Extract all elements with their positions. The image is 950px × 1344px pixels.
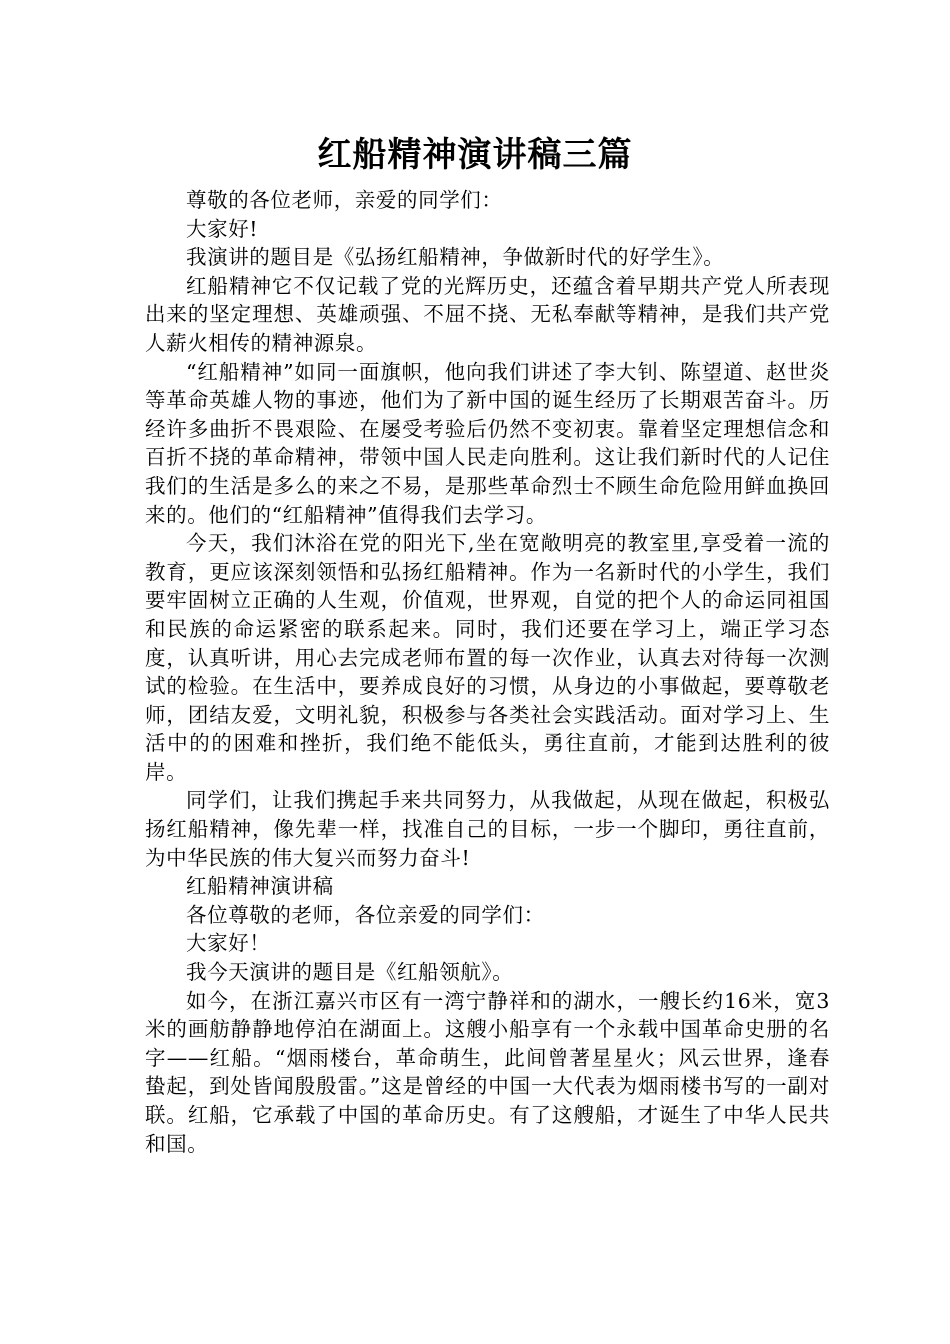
paragraph: 各位尊敬的老师，各位亲爱的同学们： xyxy=(186,902,545,927)
paragraph: “红船精神”如同一面旗帜，他向我们讲述了李大钊、陈望道、赵世炎等革命英雄人物的事迹，他们为了新中国的诞生经历了长期艰苦奋斗。历经许多曲折不畏艰险、在屡受考验后仍然不变初衷。靠着坚定理想信念和百折不挠的革命精神，带领中国人民走向胜利。这让我们新时代的人记住我们的生活是多么的来之不易，是那些革命烈士不顾生命危险用鲜血换回来的。他们的“红船精神”值得我们去学习。 xyxy=(145,359,830,527)
section-heading: 红船精神演讲稿 xyxy=(186,874,334,899)
paragraph: 尊敬的各位老师，亲爱的同学们： xyxy=(186,188,503,212)
paragraph: 我演讲的题目是《弘扬红船精神，争做新时代的好学生》。 xyxy=(186,245,725,270)
paragraph: 红船精神它不仅记载了党的光辉历史，还蕴含着早期共产党人所表现出来的坚定理想、英雄顽强、不屈不挠、无私奉献等精神，是我们共产党人薪火相传的精神源泉。 xyxy=(145,273,830,355)
paragraph: 如今，在浙江嘉兴市区有一湾宁静祥和的湖水，一艘长约16米，宽3米的画舫静静地停泊在湖面上。这艘小船享有一个永载中国革命史册的名字——红船。“烟雨楼台，革命萌生，此间曾著星星火；风云世界，逢春蛰起，到处皆闻殷殷雷。”这是曾经的中国一大代表为烟雨楼书写的一副对联。红船，它承载了中国的革命历史。有了这艘船，才诞生了中华人民共和国。 xyxy=(145,988,830,1156)
paragraph: 我今天演讲的题目是《红船领航》。 xyxy=(186,960,514,985)
paragraph: 同学们，让我们携起手来共同努力，从我做起，从现在做起，积极弘扬红船精神，像先辈一样，找准自己的目标，一步一个脚印，勇往直前，为中华民族的伟大复兴而努力奋斗! xyxy=(145,788,830,870)
paragraph: 今天，我们沐浴在党的阳光下,坐在宽敞明亮的教室里,享受着一流的教育，更应该深刻领悟和弘扬红船精神。作为一名新时代的小学生，我们要牢固树立正确的人生观，价值观，世界观，自觉的把个人的命运同祖国和民族的命运紧密的联系起来。同时，我们还要在学习上，端正学习态度，认真听讲，用心去完成老师布置的每一次作业，认真去对待每一次测试的检验。在生活中，要养成良好的习惯，从身边的小事做起，要尊敬老师，团结友爱，文明礼貌，积极参与各类社会实践活动。面对学习上、生活中的的困难和挫折，我们绝不能低头，勇往直前，才能到达胜利的彼岸。 xyxy=(145,531,830,784)
document-title: 红船精神演讲稿三篇 xyxy=(317,135,633,175)
document-body xyxy=(145,186,830,1158)
paragraph: 大家好！ xyxy=(186,931,271,956)
paragraph: 大家好! xyxy=(186,216,259,241)
